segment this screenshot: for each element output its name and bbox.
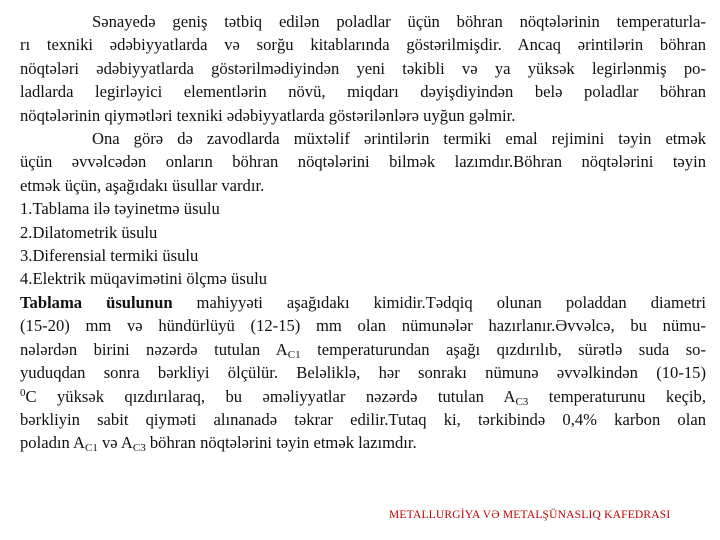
paragraph1-line5: nöqtələrinin qiymətləri texniki ədəbiyyatlarda göstərilənlərə uyğun gəlmir. [20, 105, 516, 125]
paragraph1-line3: nöqtələri ədəbiyyatlarda göstərilmədiyindən yeni təkibli və ya yüksək legirlənmiş po- [20, 58, 706, 78]
paragraph3-line1 [20, 291, 706, 314]
paragraph3-line4: yuduqdan sonra bərkliyi ölçülür. Beləliklə, hər sonrakı nümunə əvvəlkindən (10-15) [20, 363, 706, 383]
paragraph3-line2: (15-20) mm və hündürlüyü (12-15) mm olan nümunələr hazırlanır.Əvvəlcə, bu nümu- [20, 316, 706, 336]
method-item: 4.Elektrik müqavimətini ölçmə üsulu [20, 269, 268, 289]
text-fragment: temperaturunu keçib, [528, 386, 706, 406]
paragraph2-line3: etmək üçün, aşağıdakı üsullar vardır. [20, 175, 265, 195]
paragraph3-line3 [20, 338, 706, 361]
method-item: 3.Diferensial termiki üsulu [20, 246, 199, 266]
paragraph2-line1: Ona görə də zavodlarda müxtəlif ərintilərin termiki emal rejimini təyin etmək [92, 129, 706, 149]
text-fragment: və A [97, 433, 133, 453]
subscript: C3 [132, 442, 146, 455]
text-fragment: temperaturundan aşağı qızdırılıb, sürətlə suda so- [300, 339, 706, 359]
text-fragment: poladın A [20, 433, 85, 453]
text-fragment: böhran nöqtələrini təyin etmək lazımdır. [145, 433, 417, 453]
subscript: C1 [85, 442, 98, 455]
paragraph1-line4: ladlarda legirləyici elementlərin növü, miqdarı dəyişdiyindən belə poladlar böhran [20, 82, 706, 102]
method-item: 1.Tablama ilə təyinetmə üsulu [20, 199, 220, 219]
paragraph1-line2: rı texniki ədəbiyyatlarda və sorğu kitablarında göstərilmişdir. Ancaq ərintilərin böhran [20, 35, 706, 55]
superscript: 0 [20, 386, 26, 399]
text-fragment: C yüksək qızdırılaraq, bu əməliyyatlar nəzərdə tutulan A [25, 386, 516, 406]
subscript: C1 [287, 348, 301, 361]
paragraph3-line5 [20, 385, 706, 408]
paragraph3-line1-rest: mahiyyəti aşağıdakı kimidir.Tədqiq olunan poladdan diametri [172, 292, 706, 312]
text-fragment: nələrdən birini nəzərdə tutulan A [20, 339, 288, 359]
paragraph1-line1: Sənayedə geniş tətbiq edilən poladlar üçün böhran nöqtələrinin temperaturla- [92, 12, 706, 31]
method-item: 2.Dilatometrik üsulu [20, 222, 158, 242]
paragraph3-line7 [20, 431, 706, 454]
document-body [20, 10, 706, 455]
paragraph2-line2: üçün əvvəlcədən onların böhran nöqtələrini bilmək lazımdır.Böhran nöqtələrini təyin [20, 152, 706, 172]
bold-lead: Tablama üsulunun [20, 292, 173, 312]
footer-department: METALLURGİYA VƏ METALŞÜNASLIQ KAFEDRASI [389, 509, 671, 521]
subscript: C3 [515, 395, 529, 408]
paragraph3-line6: bərkliyin sabit qiyməti alınanadə təkrar edilir.Tutaq ki, tərkibində 0,4% karbon olan [20, 409, 706, 429]
